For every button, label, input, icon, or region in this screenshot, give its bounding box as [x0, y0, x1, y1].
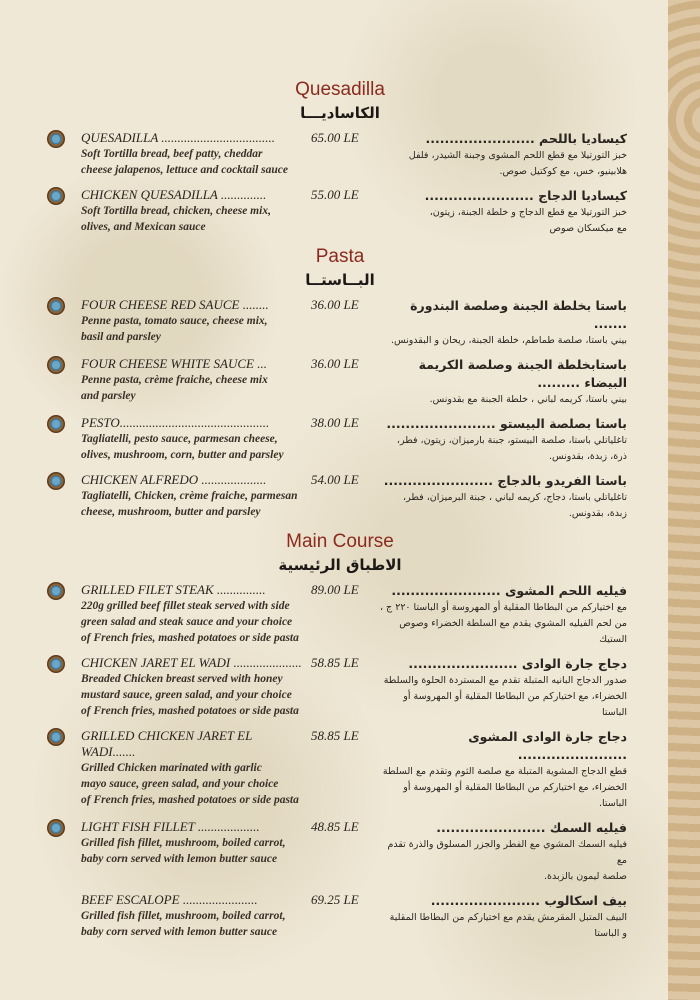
badge-icon	[47, 582, 65, 600]
item-price: 65.00 LE	[311, 130, 359, 145]
item-description: green salad and steak sauce and your choice	[81, 616, 293, 628]
item-english	[81, 892, 309, 940]
menu-section-pasta	[0, 245, 700, 522]
item-name: GRILLED FILET STEAK ...............	[81, 582, 266, 597]
badge-icon	[47, 415, 65, 433]
item-price: 55.00 LE	[311, 187, 359, 202]
section-title-main-course: Main Course	[286, 531, 394, 552]
item-name-arabic: كيساديا باللحم .......................	[425, 131, 627, 146]
item-name-arabic: فيليه السمك .......................	[436, 820, 627, 835]
item-description: mustard sauce, green salad, and your choice	[81, 689, 292, 701]
item-name: QUESADILLA ...................................	[81, 130, 276, 145]
badge-icon	[47, 819, 65, 837]
item-name-arabic: باستا بصلصة البيستو .......................	[386, 416, 627, 431]
menu-item-chicken-quesadilla	[0, 187, 700, 237]
item-description-arabic: بيني باستا، كريمه لباني ، خلطة الجبنة مع بقدونس.	[429, 394, 627, 405]
item-price: 38.00 LE	[311, 415, 359, 430]
item-description-arabic: تاغلياتلي باستا، دجاج، كريمه لباني ، جبنة البرميزان، فطر،	[403, 492, 627, 503]
item-description-arabic: الخضراء، مع اختياركم من البطاطا المقلية أو المهروسة أو الباستا	[403, 691, 627, 718]
item-name: LIGHT FISH FILLET ...................	[81, 819, 260, 834]
item-description: cheese, mushroom, butter and parsley	[81, 506, 261, 518]
badge-icon	[47, 187, 65, 205]
menu-section-main-course	[0, 530, 700, 942]
item-arabic	[377, 187, 627, 237]
item-description-arabic: خبز التورتيلا مع قطع اللحم المشوى وجبنة الشيدر، فلفل	[408, 150, 627, 161]
item-name: CHICKEN ALFREDO ....................	[81, 472, 267, 487]
item-description-arabic: تاغلياتلي باستا، صلصة البيستو، جبنة بارميزان، زيتون، فطر،	[396, 435, 627, 446]
item-english	[81, 728, 309, 808]
item-name-arabic: كيساديا الدجاج .......................	[424, 188, 627, 203]
item-description: Grilled Chicken marinated with garlic	[81, 762, 262, 774]
item-description: Grilled fish fillet, mushroom, boiled carrot,	[81, 910, 286, 922]
badge-icon	[47, 356, 65, 374]
badge-icon	[47, 655, 65, 673]
item-description: olives, and Mexican sauce	[81, 221, 206, 233]
item-price: 58.85 LE	[311, 655, 359, 670]
item-description: olives, mushroom, corn, butter and parsley	[81, 449, 284, 461]
item-arabic	[377, 356, 627, 408]
item-english	[81, 130, 309, 178]
item-description-arabic: فيليه السمك المشوي مع الفطر والجزر المسلوق والذرة تقدم مع	[387, 839, 627, 866]
badge-icon	[47, 728, 65, 746]
section-title-arabic: الاطباق الرئيسية	[278, 556, 402, 574]
item-description: Penne pasta, tomato sauce, cheese mix,	[81, 315, 268, 327]
item-arabic	[377, 819, 627, 885]
menu-page	[0, 78, 700, 950]
item-price: 36.00 LE	[311, 297, 359, 312]
menu-item-four-cheese-red-sauce	[0, 297, 700, 349]
icon-spacer	[47, 892, 65, 910]
item-name-arabic: باستابخلطة الجبنة وصلصة الكريمة البيضاء .........	[418, 357, 627, 390]
item-arabic	[377, 582, 627, 648]
section-title-quesadilla: Quesadilla	[295, 79, 385, 100]
item-description-arabic: البيف المتبل المقرمش يقدم مع اختياركم من البطاطا المقلية	[389, 912, 627, 923]
menu-item-chicken-alfredo	[0, 472, 700, 522]
item-name-arabic: باستا الفريدو بالدجاج .......................	[383, 473, 627, 488]
item-description-arabic: هلابينيو، خس، مع كوكتيل صوص.	[499, 166, 627, 177]
item-description: of French fries, mashed potatoes or side pasta	[81, 632, 299, 644]
item-description: Soft Tortilla bread, chicken, cheese mix,	[81, 205, 271, 217]
item-description: mayo sauce, green salad, and your choice	[81, 778, 279, 790]
menu-item-grilled-filet-steak	[0, 582, 700, 648]
menu-item-light-fish-fillet	[0, 819, 700, 885]
item-description: Soft Tortilla bread, beef patty, cheddar	[81, 148, 263, 160]
section-title-arabic: البــاستــا	[305, 271, 375, 289]
badge-icon	[47, 297, 65, 315]
item-description-arabic: خبز التورتيلا مع قطع الدجاج و خلطة الجبنة، زيتون،	[429, 207, 627, 218]
item-description-arabic: زبدة، بقدونس.	[568, 508, 627, 519]
item-english	[81, 655, 309, 719]
item-arabic	[377, 415, 627, 465]
item-name: CHICKEN QUESADILLA ..............	[81, 187, 267, 202]
badge-icon	[47, 472, 65, 490]
item-description: Grilled fish fillet, mushroom, boiled carrot,	[81, 837, 286, 849]
badge-icon	[47, 130, 65, 148]
item-description-arabic: صلصة ليمون بالزبدة.	[543, 871, 627, 882]
item-name: FOUR CHEESE RED SAUCE ........	[81, 297, 269, 312]
item-arabic	[377, 130, 627, 180]
item-price: 58.85 LE	[311, 728, 359, 743]
item-description: Tagliatelli, Chicken, crème fraiche, parmesan	[81, 490, 298, 502]
item-english	[81, 819, 309, 867]
menu-item-chicken-jaret-el-wadi	[0, 655, 700, 721]
item-name-arabic: باستا بخلطة الجبنة وصلصة البندورة .......	[410, 298, 627, 331]
item-description-arabic: مع ميكسكان صوص	[549, 223, 627, 234]
item-description: Breaded Chicken breast served with honey	[81, 673, 283, 685]
item-arabic	[377, 472, 627, 522]
item-name: BEEF ESCALOPE .......................	[81, 892, 258, 907]
item-description: of French fries, mashed potatoes or side pasta	[81, 705, 299, 717]
item-arabic	[377, 728, 627, 812]
item-description: Penne pasta, crème fraiche, cheese mix	[81, 374, 268, 386]
item-english	[81, 472, 309, 520]
item-name-arabic: فيليه اللحم المشوى .......................	[391, 583, 627, 598]
item-english	[81, 297, 309, 345]
item-name: PESTO..............................................	[81, 415, 270, 430]
item-english	[81, 187, 309, 235]
item-description-arabic: بيني باستا، صلصة طماطم، خلطة الجبنة، ريحان و البقدونس.	[390, 335, 627, 346]
item-name: GRILLED CHICKEN JARET EL WADI.......	[81, 728, 253, 759]
item-description-arabic: من لحم الفيليه المشوي يقدم مع السلطة الخضراء وصوص الستيك	[399, 618, 627, 645]
menu-item-pesto	[0, 415, 700, 465]
item-arabic	[377, 297, 627, 349]
item-arabic	[377, 892, 627, 942]
item-price: 48.85 LE	[311, 819, 359, 834]
item-price: 36.00 LE	[311, 356, 359, 371]
menu-item-beef-escalope	[0, 892, 700, 942]
item-name-arabic: دجاج جارة الوادى المشوى .......................	[468, 729, 627, 762]
item-arabic	[377, 655, 627, 721]
section-title-arabic: الكاساديـــا	[300, 104, 380, 122]
item-name-arabic: دجاج جارة الوادى .......................	[408, 656, 627, 671]
item-name-arabic: بيف اسكالوب .......................	[430, 893, 627, 908]
item-english	[81, 415, 309, 463]
item-name: FOUR CHEESE WHITE SAUCE ...	[81, 356, 267, 371]
item-description-arabic: مع اختياركم من البطاطا المقلية أو المهروسة أو الباستا ٢٢٠ ج ،	[379, 602, 627, 613]
item-description: 220g grilled beef fillet steak served with side	[81, 600, 290, 612]
menu-item-grilled-chicken-jaret-el-wadi	[0, 728, 700, 812]
item-description-arabic: صدور الدجاج البانيه المتبلة تقدم مع المستردة الحلوة والسلطة	[383, 675, 627, 686]
item-description-arabic: ذرة، زبدة، بقدونس.	[549, 451, 627, 462]
item-description: Tagliatelli, pesto sauce, parmesan cheese,	[81, 433, 278, 445]
section-title-pasta: Pasta	[315, 246, 365, 267]
item-price: 69.25 LE	[311, 892, 359, 907]
item-price: 54.00 LE	[311, 472, 359, 487]
menu-item-quesadilla	[0, 130, 700, 180]
item-description-arabic: قطع الدجاج المشوية المتبلة مع صلصة الثوم وتقدم مع السلطة	[382, 766, 627, 777]
item-description-arabic: الخضراء، مع اختياركم من البطاطا المقلية أو المهروسة أو الباستا.	[403, 782, 627, 809]
item-english	[81, 582, 309, 646]
menu-item-four-cheese-white-sauce	[0, 356, 700, 408]
menu-section-quesadilla	[0, 78, 700, 237]
item-description: and parsley	[81, 390, 136, 402]
item-english	[81, 356, 309, 404]
item-description-arabic: و الباستا	[594, 928, 627, 939]
item-description: basil and parsley	[81, 331, 161, 343]
item-price: 89.00 LE	[311, 582, 359, 597]
item-description: cheese jalapenos, lettuce and cocktail sauce	[81, 164, 288, 176]
item-name: CHICKEN JARET EL WADI .....................	[81, 655, 302, 670]
item-description: of French fries, mashed potatoes or side pasta	[81, 794, 299, 806]
item-description: baby corn served with lemon butter sauce	[81, 926, 278, 938]
item-description: baby corn served with lemon butter sauce	[81, 853, 278, 865]
